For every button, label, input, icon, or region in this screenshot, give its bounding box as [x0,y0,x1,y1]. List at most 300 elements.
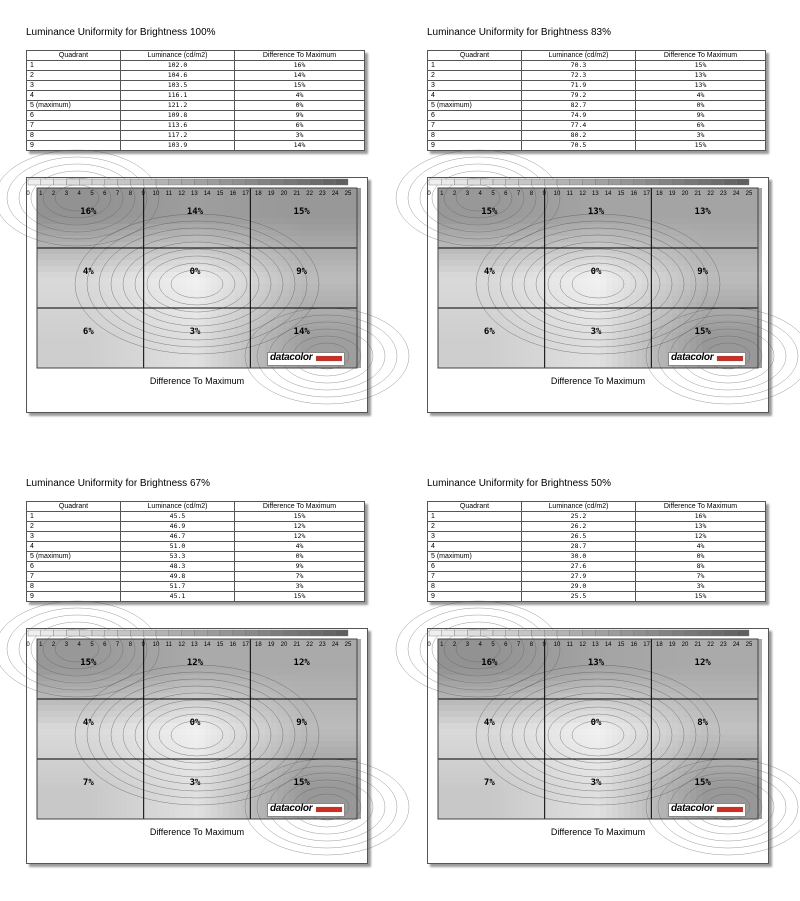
heat-cell [109,705,115,711]
heat-cell [265,729,271,735]
scale-tick-label: 21 [694,191,702,197]
heat-cell [355,771,361,777]
heat-cell [295,651,301,657]
heat-cell [109,362,115,368]
heat-cell [193,320,199,326]
heat-cell [331,236,337,242]
heat-cell [570,200,576,206]
heat-cell [73,200,79,206]
table-cell: 70.5 [522,141,636,151]
heat-cell [259,711,265,717]
heat-cell [331,711,337,717]
heat-cell [61,789,67,795]
scale-swatch [647,179,660,185]
heat-cell [325,206,331,212]
heat-cell [630,272,636,278]
heat-cell [175,272,181,278]
heat-cell [235,777,241,783]
heat-cell [277,789,283,795]
heat-cell [558,272,564,278]
heat-cell [588,356,594,362]
heat-cell [181,753,187,759]
heat-cell [181,218,187,224]
heat-cell [271,308,277,314]
heat-cell [732,266,738,272]
heat-cell [732,296,738,302]
heat-cell [337,260,343,266]
heat-cell [151,224,157,230]
heat-cell [229,314,235,320]
heat-cell [205,741,211,747]
heat-cell [738,314,744,320]
heat-cell [55,765,61,771]
heat-cell [756,236,762,242]
heat-cell [97,717,103,723]
heat-cell [331,254,337,260]
scale-swatch [118,179,131,185]
heat-cell [516,260,522,266]
quadrant-label: 9% [697,267,709,277]
heat-cell [283,284,289,290]
heat-cell [121,332,127,338]
heat-cell [55,254,61,260]
heat-cell [510,344,516,350]
heat-cell [259,350,265,356]
heat-cell [79,693,85,699]
heat-cell [744,320,750,326]
table-row [428,101,766,111]
heat-cell [498,332,504,338]
heat-cell [109,302,115,308]
quadrant-label: 15% [694,327,711,337]
heat-cell [618,206,624,212]
heat-cell [103,308,109,314]
heat-cell [115,206,121,212]
heat-cell [73,308,79,314]
heat-cell [570,362,576,368]
heat-cell [295,741,301,747]
heat-cell [211,344,217,350]
heat-cell [61,266,67,272]
heat-cell [169,362,175,368]
heat-cell [109,759,115,765]
heat-cell [121,218,127,224]
heat-cell [85,230,91,236]
heat-cell [289,717,295,723]
heat-cell [109,338,115,344]
heat-cell [456,326,462,332]
heat-cell [504,254,510,260]
heat-cell [331,266,337,272]
heat-cell [349,218,355,224]
heat-cell [229,296,235,302]
heat-cell [289,218,295,224]
heat-cell [660,308,666,314]
heat-cell [337,765,343,771]
heat-cell [199,296,205,302]
heat-cell [756,362,762,368]
heat-cell [253,735,259,741]
heat-cell [624,338,630,344]
heat-cell [265,278,271,284]
heat-cell [49,230,55,236]
heat-cell [271,651,277,657]
heat-cell [271,320,277,326]
heat-cell [510,302,516,308]
table-cell: 6 [428,111,522,121]
heat-cell [115,278,121,284]
heat-cell [498,356,504,362]
heat-cell [690,266,696,272]
heat-cell [229,248,235,254]
heat-cell [73,254,79,260]
heat-cell [175,236,181,242]
heat-cell [319,771,325,777]
heat-cell [462,320,468,326]
heat-cell [103,735,109,741]
heat-cell [714,218,720,224]
heat-cell [355,296,361,302]
heat-cell [349,302,355,308]
heat-cell [205,224,211,230]
heat-cell [301,687,307,693]
heat-cell [295,236,301,242]
heat-cell [313,675,319,681]
column-header: Quadrant [428,51,522,61]
heat-cell [91,338,97,344]
heat-cell [504,362,510,368]
heat-cell [546,266,552,272]
heat-cell [450,308,456,314]
heat-cell [265,717,271,723]
heat-cell [750,266,756,272]
heat-cell [205,789,211,795]
table-cell: 113.6 [121,121,235,131]
heat-cell [253,212,259,218]
heat-cell [43,356,49,362]
heat-cell [438,272,444,278]
heat-cell [109,242,115,248]
heat-cell [199,224,205,230]
heat-cell [349,711,355,717]
heat-cell [211,278,217,284]
heat-cell [151,278,157,284]
heat-cell [85,681,91,687]
heat-cell [235,236,241,242]
heat-cell [301,284,307,290]
heat-cell [456,236,462,242]
heat-cell [49,296,55,302]
heat-cell [301,759,307,765]
heat-cell [720,236,726,242]
heat-cell [97,248,103,254]
heat-cell [145,717,151,723]
heat-cell [552,356,558,362]
heat-cell [223,657,229,663]
heat-cell [462,206,468,212]
heat-cell [145,212,151,218]
heat-cell [145,326,151,332]
heat-cell [570,218,576,224]
heat-cell [157,296,163,302]
heat-cell [678,206,684,212]
heat-cell [37,711,43,717]
heat-cell [337,729,343,735]
heat-cell [522,230,528,236]
heat-cell [576,230,582,236]
heat-cell [85,200,91,206]
heat-cell [55,266,61,272]
heat-cell [289,699,295,705]
heat-cell [678,314,684,320]
heat-cell [343,741,349,747]
heat-cell [528,272,534,278]
scale-swatch [194,179,207,185]
heat-cell [79,242,85,248]
heat-cell [169,783,175,789]
heat-cell [223,741,229,747]
heat-cell [295,230,301,236]
heat-cell [462,350,468,356]
heat-cell [163,759,169,765]
heat-cell [37,723,43,729]
heat-cell [61,284,67,290]
heat-cell [115,675,121,681]
heat-cell [313,729,319,735]
heat-cell [235,320,241,326]
scale-tick-label: 23 [319,191,326,197]
heat-cell [606,242,612,248]
heat-cell [576,200,582,206]
heat-cell [325,753,331,759]
heat-cell [612,206,618,212]
heat-cell [295,224,301,230]
heat-cell [61,236,67,242]
heat-cell [67,651,73,657]
heat-cell [732,284,738,290]
heat-cell [325,296,331,302]
heat-cell [486,362,492,368]
heat-cell [115,344,121,350]
heat-cell [271,669,277,675]
heat-cell [169,224,175,230]
heat-cell [259,657,265,663]
heat-cell [337,705,343,711]
heat-cell [498,314,504,320]
heat-cell [672,206,678,212]
heat-cell [229,338,235,344]
heat-cell [229,651,235,657]
heat-cell [456,350,462,356]
heat-cell [61,651,67,657]
heat-cell [349,693,355,699]
heat-cell [444,338,450,344]
heat-cell [678,200,684,206]
heat-cell [109,254,115,260]
heat-cell [343,230,349,236]
heat-cell [528,260,534,266]
heat-cell [702,224,708,230]
heat-cell [564,206,570,212]
heat-cell [750,212,756,218]
heat-cell [151,729,157,735]
heat-cell [546,212,552,218]
heat-cell [217,206,223,212]
heat-cell [516,308,522,314]
heat-cell [97,218,103,224]
heat-cell [235,350,241,356]
heat-cell [606,236,612,242]
heat-cell [271,224,277,230]
heat-cell [636,290,642,296]
heat-cell [121,230,127,236]
heat-cell [235,741,241,747]
heat-cell [223,206,229,212]
table-cell: 4 [428,91,522,101]
heat-cell [708,296,714,302]
heat-cell [235,260,241,266]
heat-cell [696,218,702,224]
heat-cell [612,278,618,284]
heat-cell [133,693,139,699]
heat-cell [79,320,85,326]
heat-cell [91,356,97,362]
heat-cell [115,651,121,657]
heat-cell [325,669,331,675]
heat-cell [720,272,726,278]
heat-cell [498,326,504,332]
heat-cell [259,663,265,669]
heat-cell [145,747,151,753]
heat-cell [672,338,678,344]
heat-cell [115,320,121,326]
heat-cell [319,218,325,224]
heat-cell [612,236,618,242]
heat-cell [133,302,139,308]
heat-cell [157,356,163,362]
heat-cell [151,356,157,362]
heat-cell [750,350,756,356]
heat-cell [480,320,486,326]
heat-cell [265,669,271,675]
heat-cell [450,326,456,332]
heat-cell [109,350,115,356]
scale-swatch [66,179,79,185]
heat-cell [73,717,79,723]
heat-cell [301,735,307,741]
heat-cell [606,200,612,206]
heat-cell [199,278,205,284]
heat-cell [61,248,67,254]
heat-cell [696,236,702,242]
heat-cell [744,266,750,272]
heat-cell [690,344,696,350]
heat-cell [678,284,684,290]
scale-swatch [105,179,118,185]
heat-cell [534,242,540,248]
heat-cell [187,278,193,284]
scale-tick-label: 21 [293,191,301,197]
heat-cell [217,669,223,675]
heat-cell [600,236,606,242]
heat-cell [462,218,468,224]
heat-cell [97,777,103,783]
heat-cell [67,723,73,729]
heat-cell [331,290,337,296]
heat-cell [343,687,349,693]
heat-cell [456,224,462,230]
scale-tick-label: 18 [255,191,262,197]
scale-swatch [583,179,596,185]
heat-cell [157,320,163,326]
map-caption: Difference To Maximum [550,376,646,386]
luminance-table [26,501,365,602]
heat-cell [307,681,313,687]
heat-cell [672,284,678,290]
heat-cell [438,278,444,284]
heat-cell [49,723,55,729]
heat-cell [37,284,43,290]
heat-cell [121,699,127,705]
heat-cell [456,284,462,290]
heat-cell [594,254,600,260]
heat-cell [636,260,642,266]
heat-cell [355,218,361,224]
heat-cell [79,741,85,747]
table-cell: 9 [27,141,121,151]
heat-cell [738,302,744,308]
heat-cell [115,302,121,308]
heat-cell [103,284,109,290]
heat-cell [67,759,73,765]
heat-cell [43,789,49,795]
heat-cell [37,657,43,663]
heat-cell [732,206,738,212]
heat-cell [468,290,474,296]
heat-cell [720,290,726,296]
heat-cell [229,675,235,681]
heat-cell [79,729,85,735]
heat-cell [349,296,355,302]
heat-cell [313,302,319,308]
heat-cell [79,705,85,711]
heat-cell [121,729,127,735]
heat-cell [600,224,606,230]
heat-cell [678,338,684,344]
heat-cell [552,290,558,296]
heat-cell [726,248,732,254]
heat-cell [624,236,630,242]
heat-cell [331,693,337,699]
heat-cell [55,224,61,230]
heat-cell [660,302,666,308]
heat-cell [49,777,55,783]
heat-cell [468,284,474,290]
heat-cell [43,260,49,266]
heat-cell [79,284,85,290]
heat-cell [199,242,205,248]
heat-cell [283,236,289,242]
heat-cell [79,338,85,344]
heat-cell [492,224,498,230]
heat-cell [37,765,43,771]
heat-cell [564,212,570,218]
heat-cell [349,332,355,338]
table-cell: 13% [636,71,766,81]
heat-cell [684,308,690,314]
heat-cell [456,332,462,338]
heat-cell [301,242,307,248]
